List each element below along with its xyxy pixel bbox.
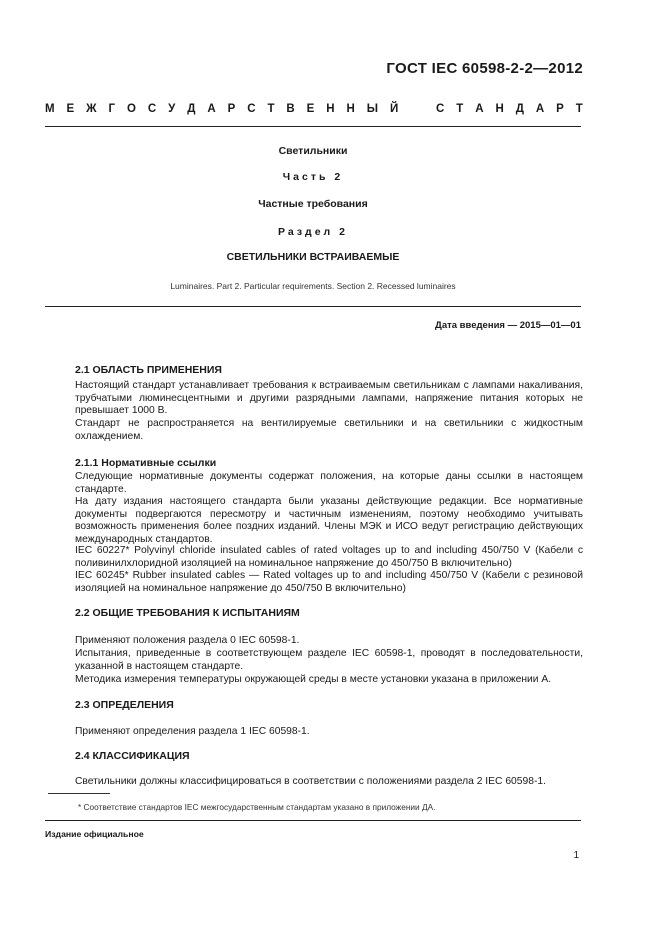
interstate-letter: Е — [306, 103, 315, 115]
interstate-letter: Й — [389, 103, 399, 115]
section-2-2-paragraph-3: Методика измерения температуры окружающей среды в месте установки указана в приложении А. — [75, 674, 552, 685]
section-2-2-paragraph-2: Испытания, приведенные в соответствующем разделе IEC 60598-1, проводят в последовательности, указанной в настоящем стандарте. — [75, 648, 583, 672]
title-english: Luminaires. Part 2. Particular requirements. Section 2. Recessed luminaires — [170, 281, 456, 291]
interstate-letter: А — [207, 103, 216, 115]
interstate-letter: С — [247, 103, 256, 115]
interstate-letter: А — [535, 103, 545, 115]
section-2-4-heading: 2.4 КЛАССИФИКАЦИЯ — [75, 750, 190, 762]
interstate-letter: Ы — [366, 103, 379, 115]
interstate-letter — [410, 103, 411, 115]
interstate-letter: Р — [227, 103, 236, 115]
interstate-letter: Н — [326, 103, 335, 115]
title-section-name: СВЕТИЛЬНИКИ ВСТРАИВАЕМЫЕ — [226, 251, 400, 263]
interstate-letter — [423, 103, 424, 115]
title-section: Раздел 2 — [278, 226, 348, 238]
interstate-letter: Г — [108, 103, 116, 115]
section-2-1-1-paragraph-1: Следующие нормативные документы содержат положения, на которые даны ссылки в настоящем стандарте. — [75, 471, 583, 495]
edition-label: Издание официальное — [45, 829, 144, 839]
footnote-rule — [48, 793, 110, 794]
section-2-2-paragraph-1: Применяют положения раздела 0 IEC 60598-1. — [75, 635, 300, 646]
interstate-letter: Т — [267, 103, 275, 115]
interstate-letter: Ж — [86, 103, 97, 115]
section-2-1-heading: 2.1 ОБЛАСТЬ ПРИМЕНЕНИЯ — [75, 364, 222, 376]
interstate-letter: Т — [456, 103, 464, 115]
interstate-standard-banner — [45, 103, 583, 115]
section-2-1-1-heading: 2.1.1 Нормативные ссылки — [75, 457, 217, 469]
interstate-letter: Т — [575, 103, 583, 115]
standard-code: ГОСТ IEC 60598-2-2—2012 — [386, 60, 583, 77]
section-2-3-heading: 2.3 ОПРЕДЕЛЕНИЯ — [75, 699, 174, 711]
interstate-letter: Д — [187, 103, 196, 115]
interstate-letter: С — [147, 103, 157, 115]
interstate-letter: О — [126, 103, 136, 115]
title-rule — [45, 306, 581, 307]
interstate-letter: А — [475, 103, 484, 115]
section-2-2-heading: 2.2 ОБЩИЕ ТРЕБОВАНИЯ К ИСПЫТАНИЯМ — [75, 607, 300, 619]
title-main: Светильники — [278, 145, 348, 157]
interstate-letter: В — [286, 103, 295, 115]
section-2-1-paragraph-1-text: Настоящий стандарт устанавливает требования к встраиваемым светильникам с лампами накаливания, трубчатыми люминесцентными и другими разрядными лампами, напряжение питания которых не превышает 1000 В. — [75, 380, 583, 416]
interstate-letter: Д — [515, 103, 524, 115]
section-2-1-paragraph-1 — [75, 380, 583, 418]
interstate-letter: Н — [346, 103, 355, 115]
intro-date: Дата введения — 2015—01—01 — [435, 320, 581, 331]
section-2-4-paragraph-1: Светильники должны классифицироваться в соответствии с положениями раздела 2 IEC 60598-1. — [75, 776, 546, 787]
interstate-letter: У — [168, 103, 176, 115]
title-part: Часть 2 — [282, 171, 344, 183]
interstate-letter: С — [436, 103, 445, 115]
footnote: * Соответствие стандартов IEC межгосударственным стандартам указано в приложении ДА. — [78, 802, 436, 812]
interstate-letter: Р — [556, 103, 564, 115]
section-2-3-paragraph-1: Применяют определения раздела 1 IEC 60598-1. — [75, 726, 310, 737]
interstate-letter: Е — [66, 103, 75, 115]
interstate-letter: М — [45, 103, 55, 115]
page-number: 1 — [573, 850, 579, 861]
title-part-subtitle: Частные требования — [258, 198, 368, 210]
header-rule — [45, 126, 581, 127]
section-2-1-1-paragraph-2: На дату издания настоящего стандарта были указаны действующие редакции. Все нормативные документы подвергаются пересмотру и частичным изменениям, поэтому необходимо учитывать возможность применения более поздних изданий. Члены МЭК и ИСО ведут регистрацию действующих международных стандартов. — [75, 496, 583, 545]
footer-rule — [45, 820, 581, 821]
interstate-letter: Н — [495, 103, 504, 115]
section-2-1-paragraph-2: Стандарт не распространяется на вентилируемые светильники и на светильники с жидкостным охлаждением. — [75, 418, 583, 442]
reference-iec-60245: IEC 60245* Rubber insulated cables — Rated voltages up to and including 450/750 V (Кабели с резиновой изоляцией на номинальное напряжение до 450/750 В включительно) — [75, 570, 583, 594]
reference-iec-60227: IEC 60227* Polyvinyl chloride insulated cables of rated voltages up to and including 450/750 V (Кабели с поливинилхлоридной изоляцией на номинальное напряжение до 450/750 В включительно) — [75, 545, 583, 569]
